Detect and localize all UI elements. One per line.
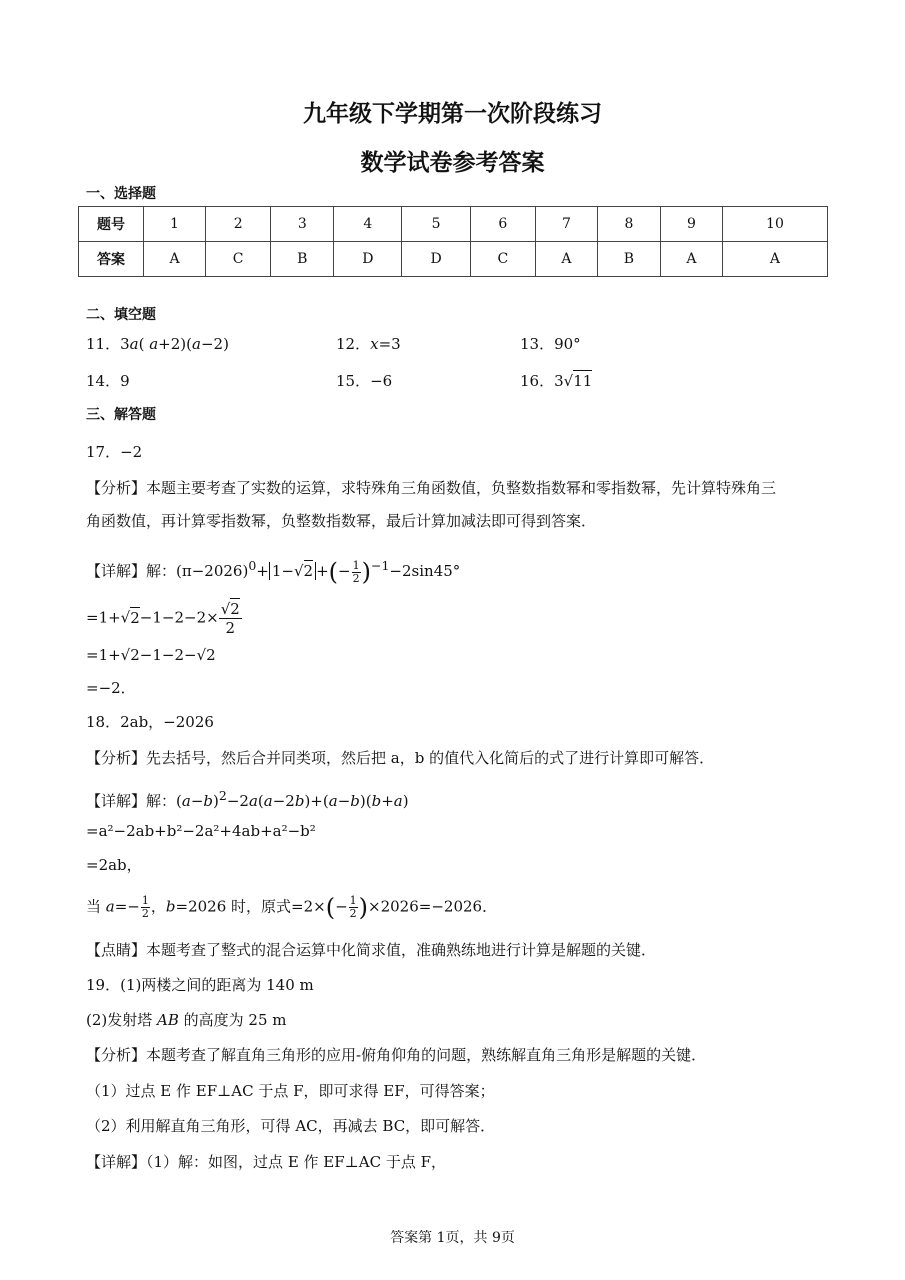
analysis-17-line1: 【分析】本题主要考查了实数的运算，求特殊角三角函数值，负整数指数幂和零指数幂，先计算特殊角三 <box>86 479 777 497</box>
answer-19-part1: 19．(1)两楼之间的距离为 140 m <box>86 976 314 994</box>
answer-19-part2: (2)发射塔 AB 的高度为 25 m <box>86 1011 287 1029</box>
table-cell: A <box>722 242 827 277</box>
analysis-19: 【分析】本题考查了解直角三角形的应用-俯角仰角的问题，熟练解直角三角形是解题的关键． <box>86 1046 707 1064</box>
table-cell: 1 <box>144 207 206 242</box>
table-row-questions <box>79 207 828 242</box>
detail-18-expression: 【详解】解：$(a-b)^2-2a(a-2b)+(a-b)(b+a)$ <box>86 788 409 810</box>
table-cell: 9 <box>660 207 722 242</box>
answer-16: 16．3√11 <box>520 372 593 390</box>
table-cell: 6 <box>470 207 535 242</box>
analysis-19-step1: （1）过点 E 作 EF⊥AC 于点 F，即可求得 EF，可得答案； <box>86 1082 495 1100</box>
detail-18-step3: =2ab， <box>86 856 142 874</box>
page-footer: 答案第 1页，共 9页 <box>390 1230 515 1246</box>
table-cell: 8 <box>597 207 660 242</box>
answer-18: 18．2ab，−2026 <box>86 713 214 731</box>
analysis-17-line2: 角函数值，再计算零指数幂，负整数指数幂，最后计算加减法即可得到答案． <box>86 512 597 530</box>
table-cell: A <box>660 242 722 277</box>
table-cell: D <box>334 242 402 277</box>
detail-17-step4: =−2． <box>86 679 136 697</box>
table-cell: B <box>271 242 334 277</box>
detail-17-expression: 【详解】解：$(\pi-2026)^0+ 1-√2$ +(− $\frac{1}{2}$ )$^{-1}$−2sin45° <box>86 558 461 586</box>
answer-17: 17．−2 <box>86 443 143 461</box>
section-heading-solve: 三、解答题 <box>86 407 156 423</box>
detail-18-substitute: 当 a=− $\frac{1}{2}$ ，b=2026 时，原式=2×(− $\frac{1}{2}$ )×2026=−2026． <box>86 893 498 922</box>
table-cell: B <box>597 242 660 277</box>
table-cell: C <box>206 242 271 277</box>
detail-17-step2: =1+√2−1−2−2× $\frac{√2}{2}$ <box>86 600 240 637</box>
document-title: 九年级下学期第一次阶段练习 <box>303 101 602 127</box>
answer-13: 13．90° <box>520 335 581 353</box>
table-cell: 7 <box>535 207 597 242</box>
table-cell: 10 <box>722 207 827 242</box>
answer-table <box>78 206 828 277</box>
detail-19: 【详解】（1）解：如图，过点 E 作 EF⊥AC 于点 F， <box>86 1153 447 1171</box>
answer-15: 15．−6 <box>336 372 393 390</box>
table-cell: A <box>144 242 206 277</box>
table-cell: 4 <box>334 207 402 242</box>
table-cell: 2 <box>206 207 271 242</box>
table-cell: A <box>535 242 597 277</box>
detail-18-step2: =a²−2ab+b²−2a²+4ab+a²−b² <box>86 822 316 840</box>
analysis-18: 【分析】先去括号，然后合并同类项，然后把 a，b 的值代入化简后的式了进行计算即可解答． <box>86 749 715 767</box>
table-row-answers <box>79 242 828 277</box>
section-heading-fill: 二、填空题 <box>86 307 156 323</box>
table-cell: 5 <box>402 207 470 242</box>
detail-17-step3: =1+√2−1−2−√2 <box>86 646 216 664</box>
answer-14: 14．9 <box>86 372 130 390</box>
table-cell: 3 <box>271 207 334 242</box>
section-heading-choice: 一、选择题 <box>86 186 156 202</box>
answer-12: 12．x=3 <box>336 335 401 353</box>
dianjing-18: 【点睛】本题考查了整式的混合运算中化简求值，准确熟练地进行计算是解题的关键． <box>86 941 657 959</box>
row-header-answer: 答案 <box>79 242 144 277</box>
document-subtitle: 数学试卷参考答案 <box>360 150 545 176</box>
answer-11: 11．3a( a+2)(a−2) <box>86 335 229 353</box>
table-cell: C <box>470 242 535 277</box>
table-cell: D <box>402 242 470 277</box>
row-header-question: 题号 <box>79 207 144 242</box>
analysis-19-step2: （2）利用解直角三角形，可得 AC，再减去 BC，即可解答． <box>86 1117 496 1135</box>
